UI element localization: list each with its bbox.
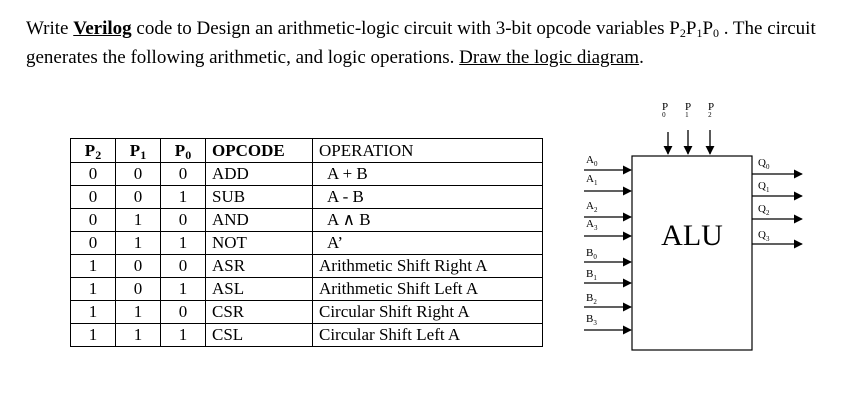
- select-lines: [662, 101, 714, 154]
- opcode-sub-2: 2: [679, 26, 686, 40]
- alu-block-diagram: [580, 96, 810, 356]
- opcode-sub-1: 1: [696, 26, 703, 40]
- select-label-p0: P 0: [662, 101, 669, 119]
- question-body: code to Design an arithmetic-logic circuit with 3-bit opcode variables P: [131, 18, 680, 39]
- header-p1: $P_1$: [116, 139, 161, 163]
- question-text: [26, 14, 826, 72]
- select-label-p2: P 2: [708, 101, 715, 119]
- table-row: 0 1 1 NOT A’: [71, 232, 543, 255]
- input-label-a3: $A_3$: [586, 218, 598, 232]
- input-label-a1: $A_1$: [586, 173, 598, 187]
- input-lines: [584, 154, 631, 330]
- output-label-q0: $Q_0$: [758, 157, 770, 171]
- header-p0: $P_0$: [161, 139, 206, 163]
- table-row: 0 1 0 AND A ∧ B: [71, 209, 543, 232]
- opcode-p0: P: [702, 18, 714, 39]
- alu-label: ALU: [661, 219, 723, 252]
- output-label-q2: $Q_2$: [758, 203, 770, 217]
- question-intro: Write: [26, 18, 74, 39]
- opcode-sub-0: 0: [713, 26, 720, 40]
- question-end: .: [639, 47, 644, 68]
- output-lines: [752, 157, 802, 244]
- output-label-q1: $Q_1$: [758, 180, 770, 194]
- input-label-a2: $A_2$: [586, 200, 598, 214]
- table-row: 0 0 0 ADD A + B: [71, 163, 543, 186]
- table-row: 1 1 0 CSR Circular Shift Right A: [71, 301, 543, 324]
- select-label-p1: P 1: [685, 101, 692, 119]
- alu-box: [632, 156, 752, 350]
- opcode-p1: P: [685, 18, 697, 39]
- draw-diagram-instruction: Draw the logic diagram: [459, 47, 640, 68]
- input-label-b1: $B_1$: [586, 268, 597, 282]
- header-p2: $P_2$: [71, 139, 116, 163]
- input-label-b3: $B_3$: [586, 313, 597, 327]
- table-row: 0 0 1 SUB A - B: [71, 186, 543, 209]
- table-row: 1 0 0 ASR Arithmetic Shift Right A: [71, 255, 543, 278]
- header-opcode: OPCODE: [206, 139, 313, 163]
- input-label-b0: $B_0$: [586, 247, 597, 261]
- opcode-table: [70, 138, 543, 347]
- table-header-row: [71, 139, 543, 163]
- question-body-2: . The circuit generates the following arithmetic, and logic operations.: [26, 18, 816, 68]
- header-operation: OPERATION: [313, 139, 543, 163]
- table-row: 1 0 1 ASL Arithmetic Shift Left A: [71, 278, 543, 301]
- verilog-keyword: Verilog: [73, 18, 132, 39]
- input-label-a0: $A_0$: [586, 154, 598, 168]
- input-label-b2: $B_2$: [586, 292, 597, 306]
- output-label-q3: $Q_3$: [758, 229, 770, 243]
- table-row: 1 1 1 CSL Circular Shift Left A: [71, 324, 543, 347]
